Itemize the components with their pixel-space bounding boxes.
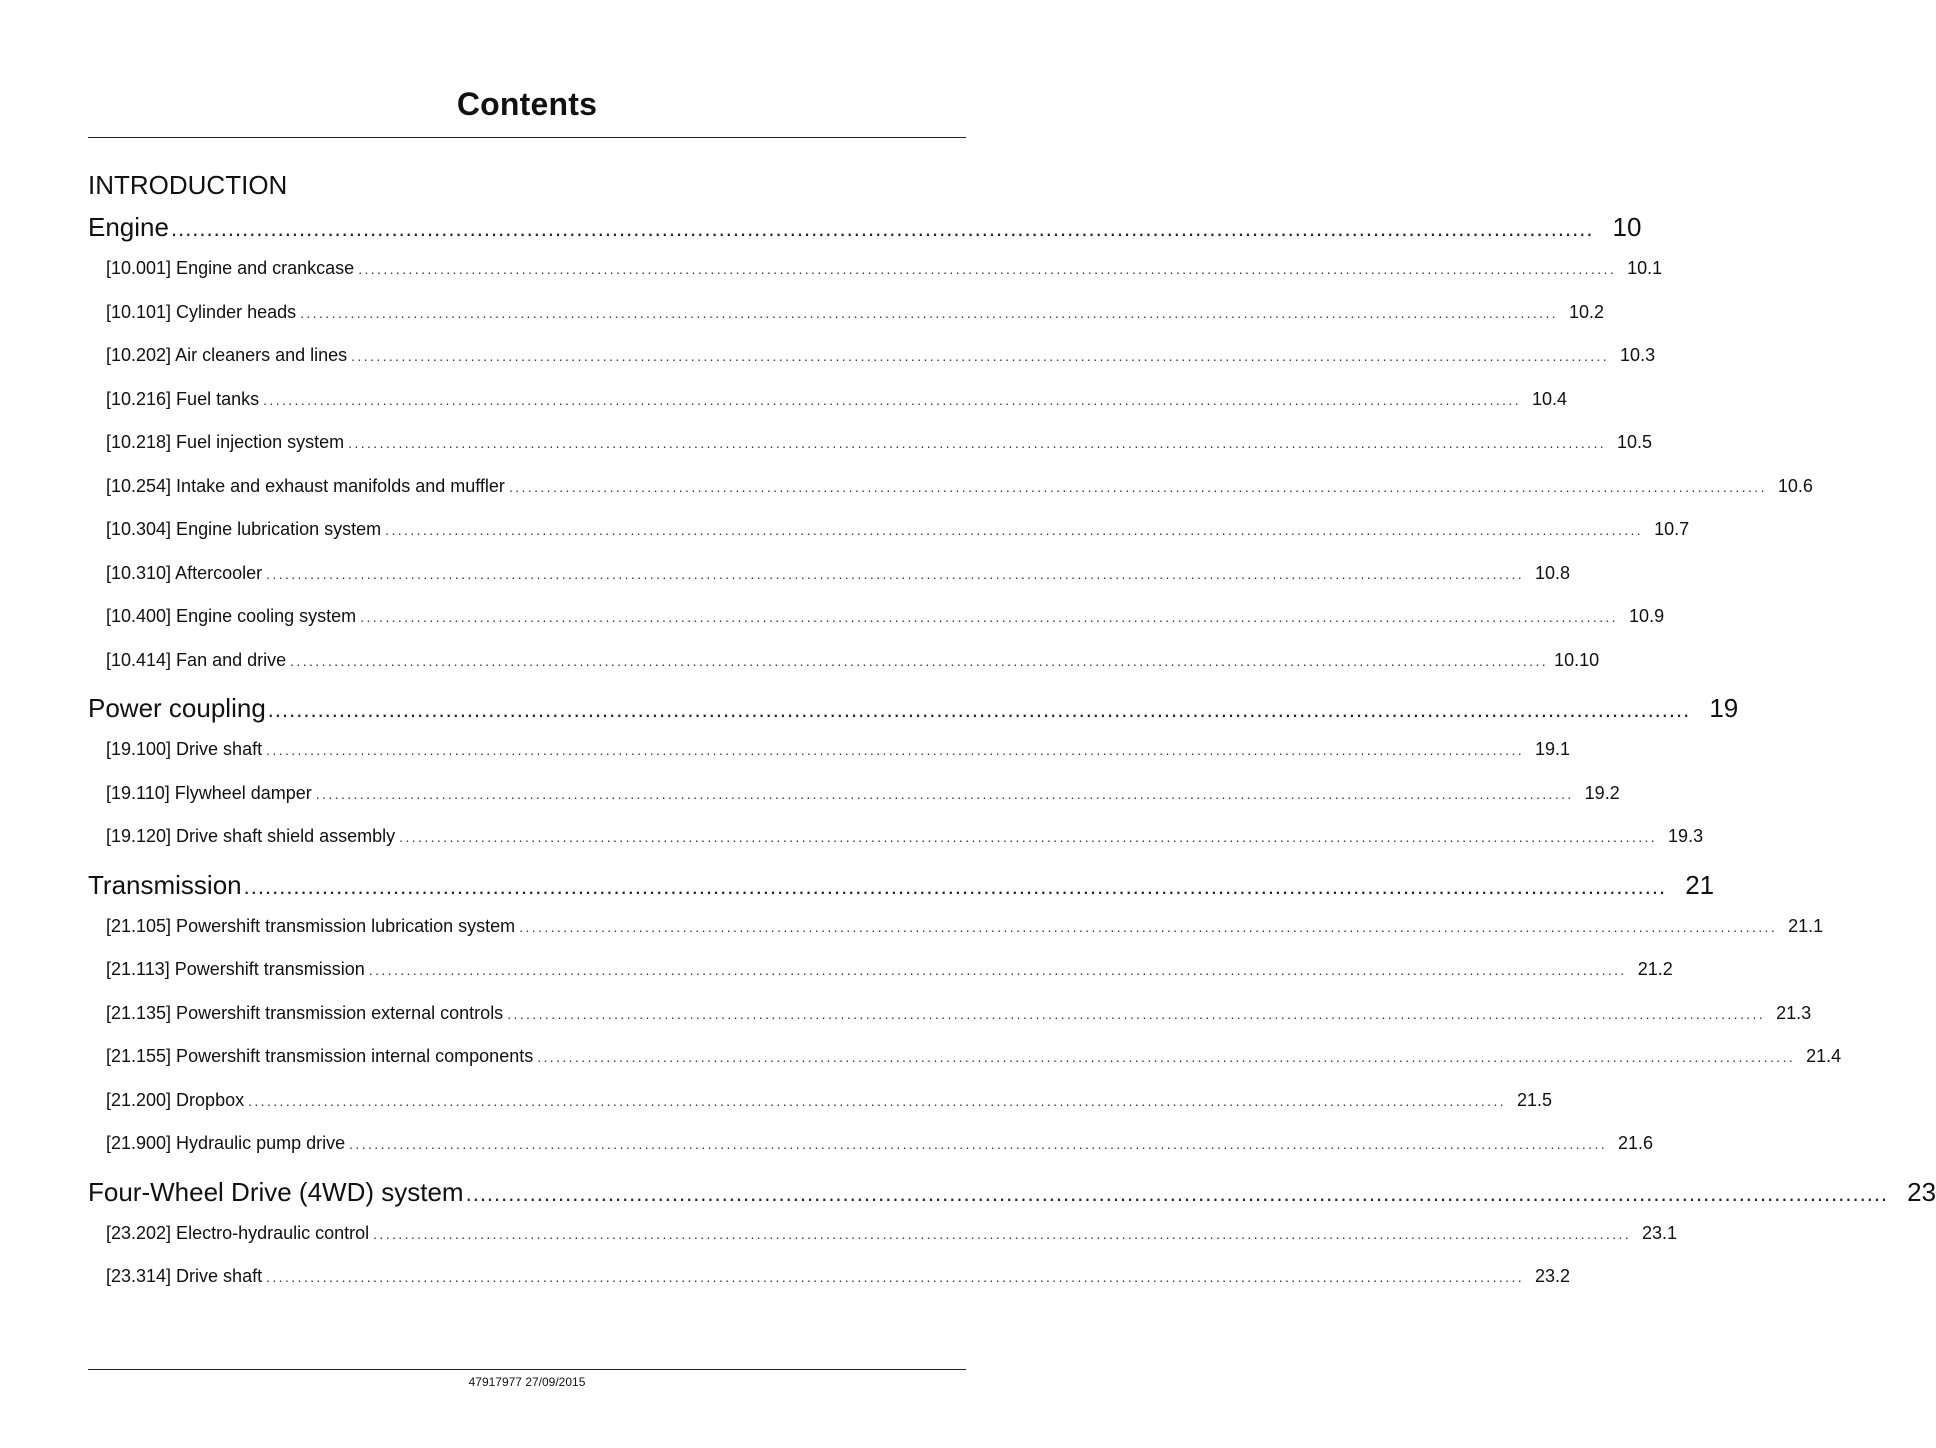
dot-leader: ........................................................................................................................................................................................................	[266, 742, 1525, 758]
entry-page: 10.6	[1777, 475, 1813, 496]
dot-leader: ........................................................................................................................................................................................................	[267, 697, 1691, 722]
entry-label: [21.900] Hydraulic pump drive	[106, 1133, 346, 1153]
entry-label: [10.101] Cylinder heads	[106, 301, 297, 322]
dot-leader: ........................................................................................................................................................................................................	[360, 609, 1619, 625]
toc-entry[interactable]	[88, 606, 1665, 650]
section-label: Four-Wheel Drive (4WD) system	[88, 1176, 464, 1207]
entry-label: [10.304] Engine lubrication system	[106, 519, 382, 539]
toc-entry[interactable]	[88, 1222, 1678, 1267]
dot-leader: ........................................................................................................................................................................................................	[349, 1136, 1608, 1152]
toc-entry[interactable]	[88, 345, 1656, 389]
entry-label: [10.310] Aftercooler	[106, 562, 263, 583]
entry-page: 21.3	[1776, 1002, 1812, 1023]
entry-label: [21.113] Powershift transmission	[106, 959, 365, 979]
entry-page: 10.8	[1535, 562, 1571, 583]
entry-page: 10.9	[1629, 606, 1665, 626]
entry-label: [23.314] Drive shaft	[106, 1266, 263, 1286]
top-divider	[88, 137, 966, 138]
entry-label: [10.216] Fuel tanks	[106, 388, 260, 409]
entry-label: [10.254] Intake and exhaust manifolds and muffler	[106, 475, 505, 496]
dot-leader: ........................................................................................................................................................................................................	[263, 391, 1522, 408]
section-label: Engine	[88, 212, 169, 242]
dot-leader: ........................................................................................................................................................................................................	[537, 1049, 1796, 1065]
toc-entry[interactable]	[88, 1046, 1842, 1090]
entry-page: 10.4	[1532, 388, 1568, 409]
entry-label: [21.155] Powershift transmission internal components	[106, 1046, 534, 1066]
entry-page: 23.1	[1642, 1222, 1678, 1243]
entry-page: 21.6	[1618, 1133, 1654, 1153]
section-page: 10	[1612, 212, 1642, 242]
toc-entry[interactable]	[88, 1266, 1571, 1310]
toc-entry[interactable]	[88, 782, 1620, 827]
dot-leader: ........................................................................................................................................................................................................	[348, 435, 1607, 451]
toc-entry[interactable]	[88, 1089, 1553, 1134]
dot-leader: ........................................................................................................................................................................................................	[368, 962, 1627, 978]
dot-leader: ........................................................................................................................................................................................................	[266, 1269, 1525, 1285]
contents-page	[88, 0, 1936, 1448]
dot-leader: ........................................................................................................................................................................................................	[315, 785, 1574, 802]
entry-page: 10.2	[1569, 301, 1605, 322]
entry-page: 10.3	[1620, 345, 1656, 365]
section-page: 21	[1685, 869, 1715, 900]
dot-leader: ........................................................................................................................................................................................................	[290, 652, 1549, 669]
toc-entry[interactable]	[88, 562, 1571, 607]
dot-leader: ........................................................................................................................................................................................................	[358, 261, 1617, 277]
entry-label: [19.100] Drive shaft	[106, 739, 263, 759]
dot-leader: ........................................................................................................................................................................................................	[465, 1180, 1889, 1206]
entry-page: 21.1	[1788, 915, 1824, 936]
dot-leader: ........................................................................................................................................................................................................	[399, 829, 1658, 845]
entry-page: 10.5	[1617, 432, 1653, 452]
entry-page: 10.1	[1627, 258, 1663, 278]
entry-page: 19.3	[1668, 826, 1704, 846]
entry-page: 21.5	[1516, 1089, 1553, 1110]
entry-label: [10.400] Engine cooling system	[106, 606, 357, 626]
entry-page: 10.10	[1554, 649, 1600, 670]
entry-label: [21.105] Powershift transmission lubrication system	[106, 915, 516, 936]
section-label: Power coupling	[88, 693, 266, 723]
entry-page: 10.7	[1654, 519, 1690, 539]
toc-entry[interactable]	[88, 1133, 1654, 1177]
toc-entry[interactable]	[88, 388, 1568, 433]
section-page: 23	[1907, 1176, 1936, 1207]
toc-entry[interactable]	[88, 649, 1600, 694]
toc-entry[interactable]	[88, 475, 1813, 520]
toc-entry[interactable]	[88, 519, 1690, 563]
intro-heading[interactable]: INTRODUCTION	[88, 170, 288, 200]
dot-leader: ........................................................................................................................................................................................................	[248, 1092, 1507, 1109]
dot-leader: ........................................................................................................................................................................................................	[373, 1225, 1632, 1242]
entry-page: 21.4	[1806, 1046, 1842, 1066]
dot-leader: ........................................................................................................................................................................................................	[266, 565, 1525, 582]
toc-entry[interactable]	[88, 826, 1704, 870]
entry-page: 21.2	[1637, 959, 1673, 979]
entry-page: 23.2	[1534, 1266, 1571, 1286]
page-title: Contents	[456, 86, 598, 122]
entry-label: [21.200] Dropbox	[106, 1089, 245, 1110]
toc-entry[interactable]	[88, 959, 1673, 1003]
toc-section-four-wheel-drive[interactable]	[88, 1176, 1936, 1221]
section-label: Transmission	[88, 869, 242, 900]
dot-leader: ........................................................................................................................................................................................................	[385, 522, 1644, 538]
dot-leader: ........................................................................................................................................................................................................	[170, 216, 1594, 241]
entry-page: 19.1	[1534, 739, 1571, 759]
table-of-contents	[88, 212, 1936, 1310]
toc-section-power-coupling[interactable]	[88, 693, 1739, 737]
entry-label: [19.120] Drive shaft shield assembly	[106, 826, 396, 846]
toc-section-engine[interactable]	[88, 212, 1642, 256]
entry-label: [23.202] Electro-hydraulic control	[106, 1222, 370, 1243]
toc-section-transmission[interactable]	[88, 869, 1715, 914]
toc-entry[interactable]	[88, 739, 1571, 783]
entry-label: [10.414] Fan and drive	[106, 649, 287, 670]
entry-label: [19.110] Flywheel damper	[106, 782, 312, 803]
entry-label: [21.135] Powershift transmission external controls	[106, 1002, 504, 1023]
entry-label: [10.001] Engine and crankcase	[106, 258, 355, 278]
toc-entry[interactable]	[88, 301, 1605, 346]
entry-label: [10.202] Air cleaners and lines	[106, 345, 348, 365]
dot-leader: ........................................................................................................................................................................................................	[243, 873, 1667, 899]
section-page: 19	[1709, 693, 1739, 723]
footer-doc-id: 47917977 27/09/2015	[468, 1375, 586, 1389]
dot-leader: ........................................................................................................................................................................................................	[507, 1005, 1766, 1022]
dot-leader: ........................................................................................................................................................................................................	[351, 348, 1610, 364]
dot-leader: ........................................................................................................................................................................................................	[508, 478, 1767, 495]
toc-entry[interactable]	[88, 915, 1824, 960]
dot-leader: ........................................................................................................................................................................................................	[519, 918, 1778, 935]
entry-page: 19.2	[1584, 782, 1620, 803]
toc-entry[interactable]	[88, 1002, 1812, 1047]
toc-entry[interactable]	[88, 432, 1653, 476]
dot-leader: ........................................................................................................................................................................................................	[300, 304, 1559, 321]
footer-divider	[88, 1369, 966, 1370]
entry-label: [10.218] Fuel injection system	[106, 432, 345, 452]
toc-entry[interactable]	[88, 258, 1663, 302]
